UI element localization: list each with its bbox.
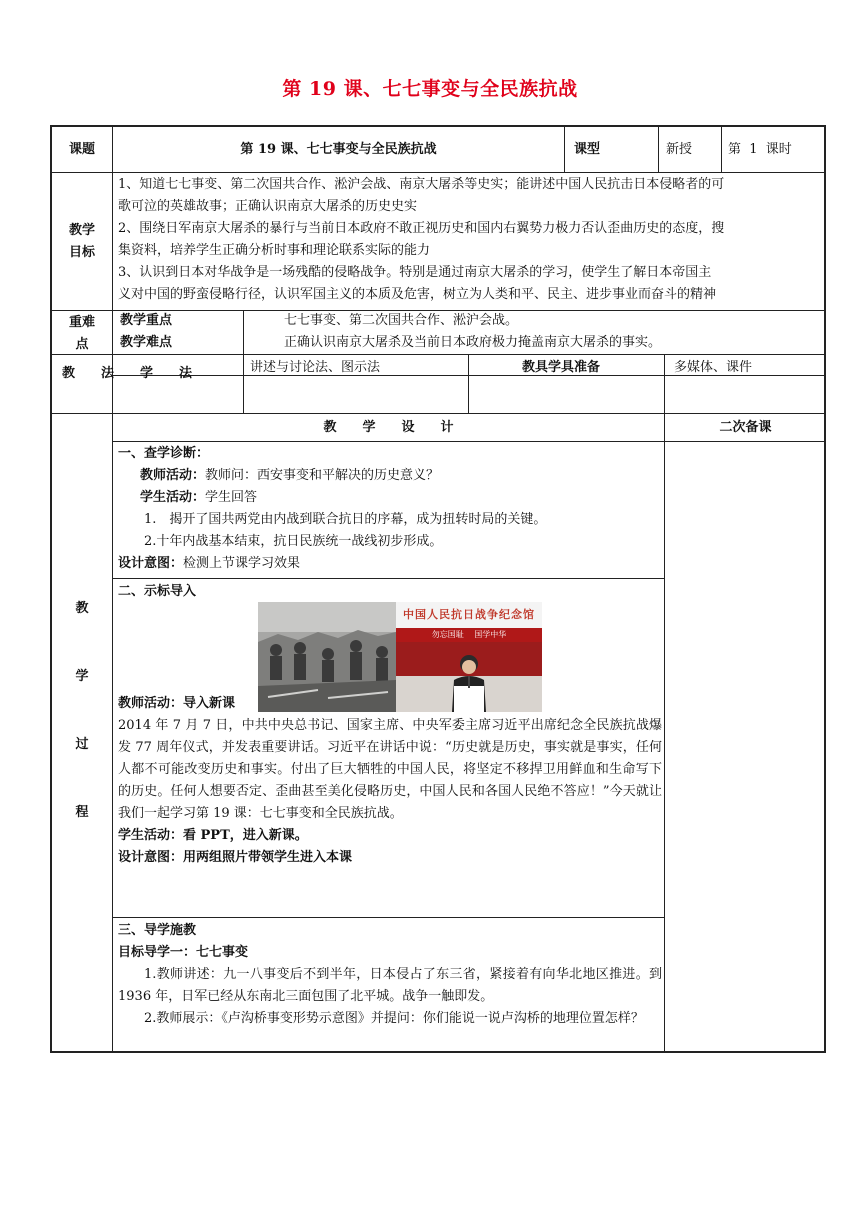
section-title: 二、示标导入	[118, 584, 197, 599]
teacher-activity: 教师活动：导入新课	[118, 696, 236, 711]
design-intent: 设计意图：用两组照片带领学生进入本课	[118, 850, 353, 865]
goals-line: 集资料，培养学生正确分析时事和理论联系实际的能力	[118, 243, 431, 258]
goals-line: 1、知道七七事变、第二次国共合作、淞沪会战、南京大屠杀等史实；能讲述中国人民抗击日本侵略者的可	[118, 177, 725, 192]
student-activity: 学生活动：看 PPT，进入新课。	[118, 828, 308, 843]
teacher-activity-text: 教师问：西安事变和平解决的历史意义？	[205, 468, 440, 483]
goals-label-line1: 教学	[68, 223, 95, 238]
process-label-char: 过	[75, 737, 89, 752]
col-divider	[112, 127, 113, 1053]
row-divider	[112, 917, 664, 918]
col-divider	[658, 127, 659, 172]
row-divider	[112, 578, 664, 579]
section-teaching	[118, 920, 662, 1030]
tools-value: 多媒体、课件	[674, 360, 753, 375]
teacher-activity	[118, 465, 662, 487]
answer-item: 1. 揭开了国共两党由内战到联合抗日的序幕，成为扭转时局的关键。	[144, 512, 547, 527]
teaching-paragraph: 2.教师展示：《卢沟桥事变形势示意图》并提问：你们能说一说卢沟桥的地理位置怎样？	[144, 1011, 644, 1026]
topic-value: 第 19 课、七七事变与全民族抗战	[240, 142, 437, 157]
answer-item: 2.十年内战基本结束，抗日民族统一战线初步形成。	[144, 534, 443, 549]
goals-label-line2: 目标	[68, 245, 95, 260]
topic-label: 课题	[68, 142, 95, 157]
type-value: 新授	[666, 142, 693, 157]
lesson-plan-table	[50, 125, 826, 1053]
col-divider	[468, 354, 469, 413]
backup-header: 二次备课	[719, 420, 772, 435]
col-divider	[564, 127, 565, 172]
keypoints-label-line1: 重难	[68, 315, 95, 330]
keypoints-label	[52, 310, 112, 354]
guided-goal: 目标导学一：七七事变	[118, 945, 249, 960]
goals-line: 歌可泣的英雄故事；正确认识南京大屠杀的历史史实	[118, 199, 418, 214]
col-divider	[664, 354, 665, 1053]
focus-value: 七七事变、第二次国共合作、淞沪会战。	[284, 313, 519, 328]
goals-line: 3、认识到日本对华战争是一场残酷的侵略战争。特别是通过南京大屠杀的学习，使学生了解日本帝国主	[118, 265, 712, 280]
process-side-label	[52, 597, 112, 869]
design-intent-label: 设计意图：	[118, 556, 184, 571]
difficulty-label: 教学难点	[120, 335, 173, 350]
student-activity-text: 学生回答	[205, 490, 258, 505]
goals-label	[52, 172, 112, 310]
design-header: 教 学 设 计	[323, 420, 454, 435]
col-divider	[243, 310, 244, 413]
design-intent	[118, 553, 662, 575]
difficulty-value: 正确认识南京大屠杀及当前日本政府极力掩盖南京大屠杀的事实。	[284, 335, 662, 350]
goals-line: 义对中国的野蛮侵略行径，认识军国主义的本质及危害，树立为人类和平、民主、进步事业而奋斗的精神	[118, 287, 717, 302]
keypoints-label-line2: 点	[75, 337, 89, 352]
design-intent-text: 检测上节课学习效果	[183, 556, 301, 571]
process-label-char: 程	[75, 805, 89, 820]
section-diagnosis	[118, 443, 662, 575]
process-label-char: 教	[75, 601, 89, 616]
row-divider	[112, 441, 826, 442]
page-title: 第 19 课、七七事变与全民族抗战	[282, 78, 578, 100]
teacher-activity-label: 教师活动：	[140, 468, 206, 483]
student-activity	[118, 487, 662, 509]
row-divider	[52, 172, 826, 173]
goals-line: 2、围绕日军南京大屠杀的暴行与当前日本政府不敢正视历史和国内右翼势力极力否认歪曲历史的态度，搜	[118, 221, 725, 236]
period-value: 第 1 课时	[728, 142, 792, 157]
methods-label: 教 法 学 法	[62, 366, 193, 381]
focus-label: 教学重点	[120, 313, 173, 328]
student-activity-label: 学生活动：	[140, 490, 206, 505]
photo-subbanner: 勿忘国耻 国学中华	[396, 628, 542, 642]
col-divider	[721, 127, 722, 172]
teaching-paragraph: 1.教师讲述：九一八事变后不到半年，日本侵占了东三省，紧接着有向华北地区推进。到 1936 年，日军已经从东南北三面包围了北平城。战争一触即发。	[118, 967, 662, 1004]
intro-paragraph: 2014 年 7 月 7 日，中共中央总书记、国家主席、中央军委主席习近平出席纪念全民族抗战爆发 77 周年仪式，并发表重要讲话。习近平在讲话中说：“历史就是历史，事实就是事实，任何人都不可能改变历史和事实。付出了巨大牺牲的中国人民，将坚定不移捍卫用鲜血和生命写下的历史。任何人想要否定、歪曲甚至美化侵略历史，中国人民和各国人民绝不答应！”今天就让我们一起学习第 19 课：七七事变和全民族抗战。	[118, 718, 662, 821]
tools-label: 教具学具准备	[522, 360, 601, 375]
photo-banner: 中国人民抗日战争纪念馆	[396, 602, 542, 628]
goals-text	[118, 174, 824, 306]
methods-value: 讲述与讨论法、图示法	[250, 360, 381, 375]
section-title: 一、查学诊断：	[118, 446, 210, 461]
section-title: 三、导学施教	[118, 923, 197, 938]
section-intro	[118, 693, 662, 869]
type-label: 课型	[574, 142, 601, 157]
process-label-char: 学	[75, 669, 89, 684]
